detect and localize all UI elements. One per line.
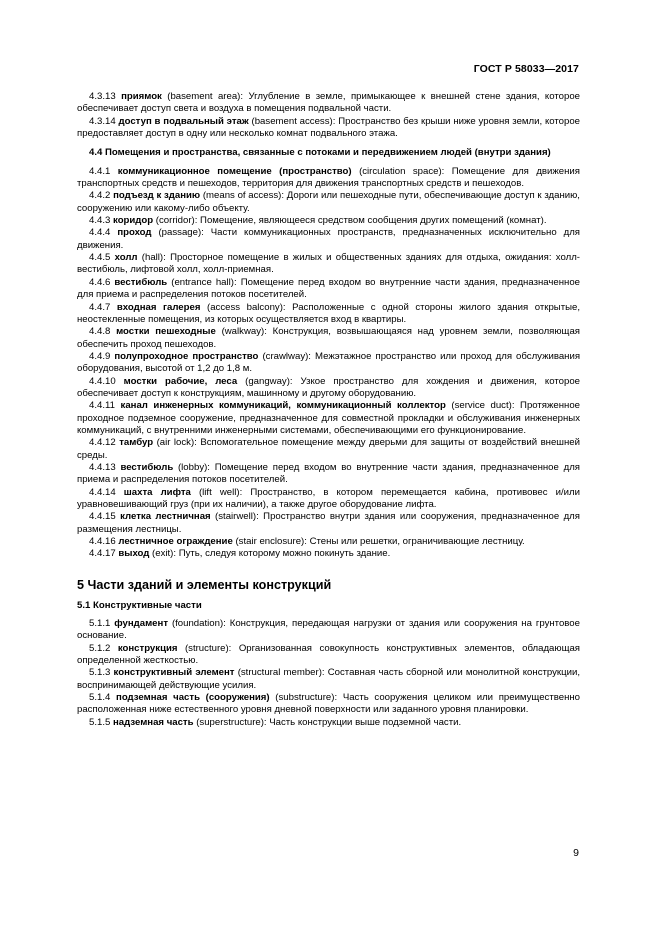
definition-4-4-16: [77, 536, 580, 548]
term-number: 4.4.17: [89, 548, 116, 560]
term-number: 4.4.5: [89, 252, 111, 264]
term-english: (basement access):: [251, 115, 336, 127]
term-name: холл: [114, 252, 138, 264]
term-definition: Часть конструкции выше подземной части.: [269, 716, 462, 728]
term-english: (structural member):: [237, 667, 325, 679]
term-english: (air lock):: [156, 437, 197, 449]
term-definition: Помещение для движения транспортных средств и пешеходов, территория для движения транспортных средств и пешеходов.: [77, 165, 580, 190]
term-english: (exit):: [152, 548, 177, 560]
term-number: 4.4.10: [89, 375, 116, 387]
term-definition: Узкое пространство для хождения и движения, которое обеспечивает доступ к конструкциям, машинному и другому оборудованию.: [77, 375, 580, 399]
term-definition: Организованная совокупность конструктивных элементов, обладающая определенной жесткостью.: [77, 642, 580, 667]
term-definition: Пространство, в котором перемещается кабина, противовес и/или уравновешивающий груз (при их наличии), а также другое оборудование лифта.: [77, 486, 580, 510]
term-english: (means of access):: [202, 190, 285, 202]
definition-5-1-5: [77, 717, 580, 729]
term-name: выход: [118, 548, 150, 560]
term-name: клетка лестничная: [120, 511, 211, 523]
term-name: канал инженерных коммуникаций, коммуникационный коллектор: [120, 400, 446, 412]
term-name: лестничное ограждение: [118, 536, 233, 548]
document-code: ГОСТ Р 58033—2017: [473, 63, 579, 75]
definition-5-1-1: [77, 618, 580, 643]
term-definition: Пространство без крыши ниже уровня земли, которое предоставляет доступ в одну или несколько комнат подвального этажа.: [77, 115, 581, 140]
term-number: 5.1.2: [89, 642, 111, 654]
term-number: 4.4.4: [89, 227, 111, 239]
term-english: (passage):: [158, 227, 204, 239]
term-definition: Просторное помещение в жилых и общественных зданиях для отдыха, ожидания: холл-вестибюль, лифтовой холл, холл-приемная.: [77, 252, 580, 276]
term-number: 4.4.12: [89, 437, 116, 449]
subsection-heading-4-4: 4.4 Помещения и пространства, связанные с потоками и передвижением людей (внутри здания): [89, 147, 551, 159]
term-number: 4.4.6: [89, 276, 111, 288]
term-definition: Конструкция, передающая нагрузки от здания или сооружения на грунтовое основание.: [77, 618, 580, 642]
term-number: 4.4.7: [89, 301, 111, 313]
term-english: (walkway):: [221, 326, 267, 338]
definition-4-3-14: [77, 116, 580, 141]
definition-4-4-3: [77, 215, 580, 227]
term-english: (corridor):: [155, 215, 198, 227]
term-name: фундамент: [114, 618, 169, 630]
term-number: 4.4.9: [89, 350, 111, 362]
term-name: мостки пешеходные: [116, 326, 216, 338]
term-name: проход: [117, 227, 152, 239]
definition-4-4-12: [77, 437, 580, 462]
definition-4-4-9: [77, 351, 580, 376]
definition-4-4-10: [77, 376, 580, 401]
term-name: входная галерея: [116, 301, 201, 313]
term-definition: Стены или решетки, ограничивающие лестницу.: [309, 536, 525, 548]
term-definition: Путь, следуя которому можно покинуть здание.: [178, 548, 391, 560]
term-name: конструктивный элемент: [113, 667, 235, 679]
definition-4-4-4: [77, 227, 580, 252]
term-english: (lobby):: [177, 461, 210, 473]
term-number: 4.4.15: [89, 511, 116, 523]
page-number: 9: [573, 847, 579, 859]
term-definition: Расположенные с одной стороны жилого здания открытые, неостекленные помещения, из которых осуществляется вход в квартиры.: [77, 301, 580, 325]
term-definition: Помещение перед входом во внутренние части здания, предназначенное для приема и распределения потоков посетителей.: [77, 276, 581, 301]
definition-5-1-2: [77, 643, 580, 668]
term-definition: Дороги или пешеходные пути, обеспечивающие доступ к зданию, сооружению или какому-либо объекту.: [77, 190, 580, 214]
term-english: (service duct):: [451, 400, 515, 412]
term-english: (crawlway):: [262, 350, 311, 362]
term-number: 4.3.13: [89, 91, 116, 102]
term-name: коммуникационное помещение (пространство): [117, 165, 352, 177]
term-name: вестибюль: [120, 461, 174, 473]
term-definition: Протяженное проходное подземное сооружение, предназначенное для совместной прокладки и обслуживания инженерных коммуникаций, с внутренними инженерными системами, обеспечивающими его функционирование.: [77, 400, 581, 436]
definition-5-1-4: [77, 692, 580, 717]
term-english: (basement area):: [167, 91, 244, 102]
term-definition: Помещение, являющееся средством сообщения других помещений (комнат).: [200, 215, 547, 227]
term-name: шахта лифта: [123, 486, 191, 498]
term-number: 4.4.8: [89, 326, 111, 338]
term-name: коридор: [113, 215, 154, 227]
document-body: [77, 91, 580, 729]
term-number: 4.4.14: [89, 486, 116, 498]
definition-4-4-17: [77, 548, 580, 560]
term-definition: Межэтажное пространство или проход для обслуживания оборудования, высотой от 1,2 до 1,8 м.: [77, 350, 581, 375]
definition-4-4-11: [77, 400, 580, 437]
term-english: (stair enclosure):: [235, 536, 307, 548]
term-number: 4.4.13: [89, 461, 116, 473]
term-number: 4.4.16: [89, 536, 116, 548]
definition-4-4-2: [77, 190, 580, 215]
term-name: тамбур: [119, 437, 154, 449]
term-name: подъезд к зданию: [113, 190, 201, 202]
term-name: конструкция: [117, 642, 178, 654]
term-definition: Пространство внутри здания или сооружения, предназначенное для размещения лестницы.: [77, 511, 580, 535]
term-number: 4.4.1: [89, 165, 111, 177]
definition-4-4-5: [77, 252, 580, 277]
term-definition: Части коммуникационных пространств, предназначенных исключительно для движения.: [77, 227, 581, 251]
definition-4-4-1: [77, 166, 580, 191]
term-english: (circulation space):: [359, 165, 445, 177]
term-english: (gangway):: [245, 375, 293, 387]
term-number: 5.1.4: [89, 692, 111, 704]
term-number: 5.1.3: [89, 667, 111, 679]
term-definition: Конструкция, возвышающаяся над уровнем земли, позволяющая обеспечить проход пешеходов.: [77, 326, 580, 350]
term-english: (hall):: [141, 252, 166, 264]
term-definition: Составная часть сборной или монолитной конструкции, воспринимающей действующие усилия.: [77, 667, 580, 691]
definition-4-4-15: [77, 511, 580, 536]
term-definition: Часть сооружения целиком или преимущественно расположенная ниже естественного уровня дневной поверхности или заданного уровня планировки.: [77, 692, 580, 716]
term-english: (substructure):: [275, 692, 338, 704]
term-number: 4.4.2: [89, 190, 111, 202]
section-heading-5: 5 Части зданий и элементы конструкций: [77, 577, 332, 592]
term-name: доступ в подвальный этаж: [118, 115, 249, 127]
term-english: (foundation):: [171, 618, 226, 630]
term-english: (lift well):: [198, 486, 243, 498]
term-name: мостки рабочие, леса: [123, 375, 238, 387]
subsection-heading-5-1: 5.1 Конструктивные части: [77, 599, 202, 611]
term-number: 4.4.3: [89, 215, 111, 227]
term-definition: Вспомогательное помещение между дверьми для защиты от воздействий внешней среды.: [77, 437, 580, 461]
term-number: 4.3.14: [89, 115, 116, 127]
term-english: (stairwell):: [215, 511, 259, 523]
term-number: 5.1.5: [89, 716, 111, 728]
definition-4-4-14: [77, 487, 580, 512]
term-english: (superstructure):: [196, 716, 267, 728]
term-english: (entrance hall):: [171, 276, 237, 288]
definition-5-1-3: [77, 667, 580, 692]
term-number: 4.4.11: [89, 400, 115, 412]
definition-4-4-6: [77, 277, 580, 302]
definition-4-4-13: [77, 462, 580, 487]
term-definition: Углубление в земле, примыкающее к внешней стене здания, которое обеспечивает доступ света и воздуха в помещения подвальной части.: [77, 91, 580, 115]
term-definition: Помещение перед входом во внутренние части здания, предназначенное для приема и распределения потоков посетителей.: [77, 461, 580, 486]
term-english: (structure):: [184, 642, 232, 654]
definition-4-3-13: [77, 91, 580, 116]
definition-4-4-8: [77, 326, 580, 351]
term-name: приямок: [121, 91, 162, 102]
term-name: вестибюль: [114, 276, 168, 288]
term-english: (access balcony):: [207, 301, 286, 313]
term-name: подземная часть (сооружения): [116, 692, 270, 704]
definition-4-4-7: [77, 302, 580, 327]
term-number: 5.1.1: [89, 618, 111, 630]
term-name: надземная часть: [113, 716, 194, 728]
term-name: полупроходное пространство: [114, 350, 259, 362]
